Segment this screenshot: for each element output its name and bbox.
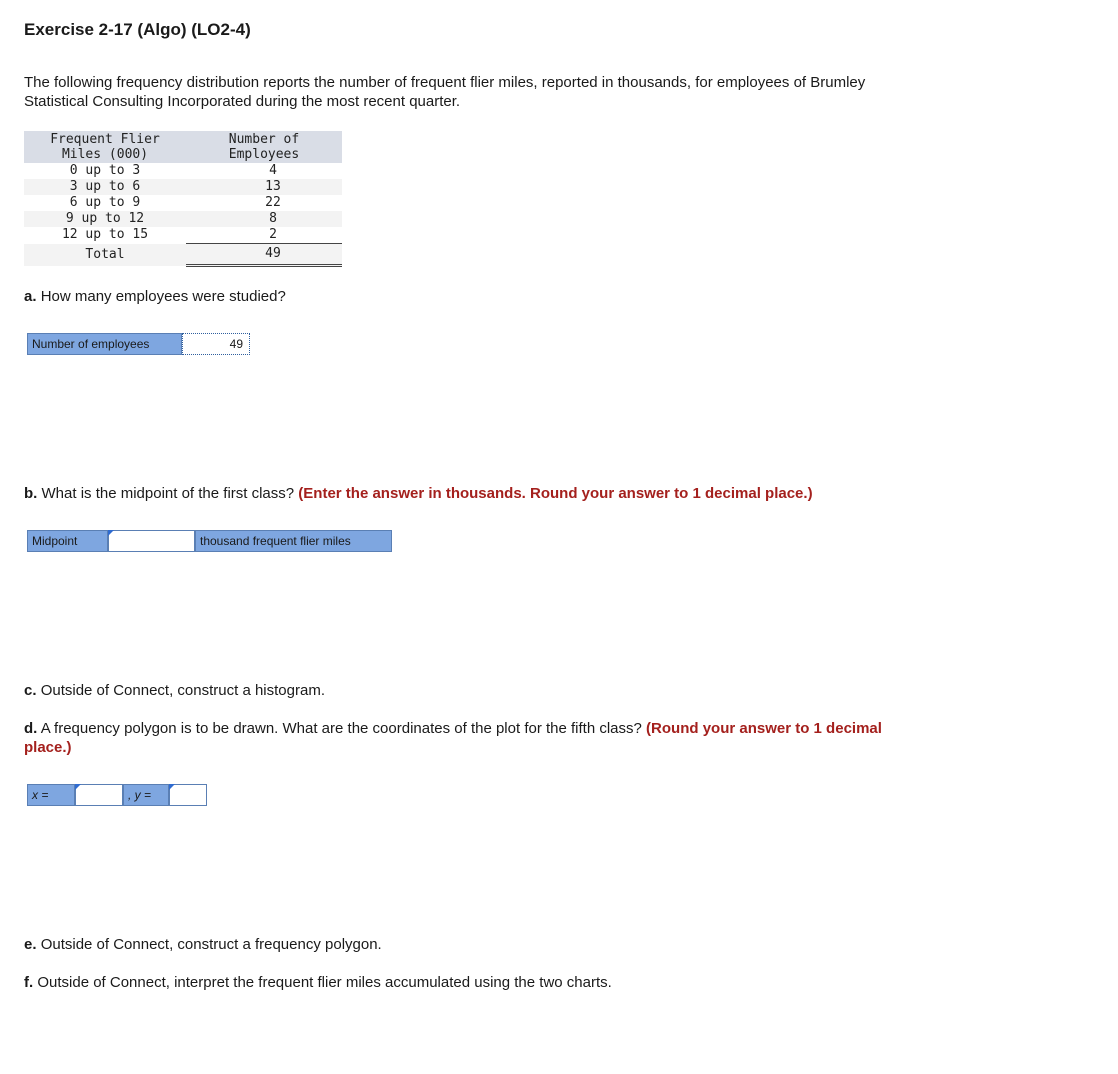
- frequency-table: [24, 131, 342, 267]
- question-e-text: Outside of Connect, construct a frequency polygon.: [40, 936, 382, 953]
- midpoint-input[interactable]: [108, 530, 195, 552]
- question-b: [24, 484, 813, 503]
- table-row: [24, 211, 342, 227]
- number-of-employees-answer[interactable]: 49: [182, 333, 250, 355]
- count-cell: 13: [186, 179, 342, 195]
- table-row: [24, 163, 342, 179]
- count-cell: 22: [265, 195, 281, 210]
- question-c-letter: c.: [24, 682, 37, 699]
- table-total-row: [24, 244, 342, 266]
- midpoint-input-wrap: [108, 530, 195, 552]
- question-d-text: A frequency polygon is to be drawn. What are the coordinates of the plot for the fifth class?: [40, 720, 642, 737]
- question-d: [24, 719, 924, 757]
- col-header-employees: [186, 131, 342, 163]
- midpoint-unit-label: thousand frequent flier miles: [195, 530, 392, 552]
- page-title: Exercise 2-17 (Algo) (LO2-4): [24, 20, 251, 39]
- midpoint-label: Midpoint: [27, 530, 108, 552]
- count-cell: 8: [186, 211, 342, 227]
- y-coordinate-label: , y =: [123, 784, 169, 806]
- input-flag-icon: [75, 784, 81, 790]
- question-c-text: Outside of Connect, construct a histogram.: [40, 682, 325, 699]
- total-label: Total: [24, 244, 186, 266]
- question-e-letter: e.: [24, 936, 37, 953]
- class-cell: 6 up to 9: [69, 195, 141, 210]
- col-header-employees-line1: Number of: [228, 132, 300, 147]
- question-a-text: How many employees were studied?: [40, 288, 286, 305]
- col-header-miles: [24, 131, 186, 163]
- question-f-letter: f.: [24, 974, 34, 991]
- count-cell: 4: [269, 163, 277, 178]
- question-a-letter: a.: [24, 288, 37, 305]
- question-f-text: Outside of Connect, interpret the frequent flier miles accumulated using the two charts.: [37, 974, 612, 991]
- question-f: [24, 973, 612, 992]
- question-e: [24, 935, 382, 954]
- question-c: [24, 681, 325, 700]
- question-d-hint: (Round your answer to 1 decimal place.): [24, 720, 882, 756]
- class-cell: 12 up to 15: [61, 227, 149, 243]
- x-coordinate-input[interactable]: [75, 784, 123, 806]
- number-of-employees-label: Number of employees: [27, 333, 182, 355]
- col-header-miles-line2: Miles (000): [61, 147, 149, 162]
- total-value: 49: [186, 244, 342, 266]
- question-b-letter: b.: [24, 485, 38, 502]
- col-header-miles-line1: Frequent Flier: [50, 132, 160, 147]
- x-coordinate-label: x =: [27, 784, 75, 806]
- count-cell: 2: [186, 227, 342, 244]
- input-flag-icon: [169, 784, 175, 790]
- x-input-wrap: [75, 784, 123, 806]
- table-row: [24, 227, 342, 244]
- table-row: [24, 195, 342, 211]
- question-b-hint: (Enter the answer in thousands. Round your answer to 1 decimal place.): [298, 485, 813, 502]
- class-cell: 0 up to 3: [69, 163, 141, 178]
- answer-row-d: [27, 784, 207, 806]
- answer-row-b: [27, 530, 392, 552]
- intro-text: The following frequency distribution reports the number of frequent flier miles, reported in thousands, for employees of Brumley Statistical Consulting Incorporated during the most recent quarter.: [24, 74, 866, 110]
- question-a: [24, 287, 286, 306]
- table-row: [24, 179, 342, 195]
- answer-row-a: [27, 333, 250, 355]
- class-cell: 9 up to 12: [24, 211, 186, 227]
- question-b-text: What is the midpoint of the first class?: [41, 485, 295, 502]
- question-d-letter: d.: [24, 720, 38, 737]
- class-cell: 3 up to 6: [24, 179, 186, 195]
- input-flag-icon: [108, 530, 114, 536]
- y-input-wrap: [169, 784, 207, 806]
- col-header-employees-line2: Employees: [228, 147, 300, 162]
